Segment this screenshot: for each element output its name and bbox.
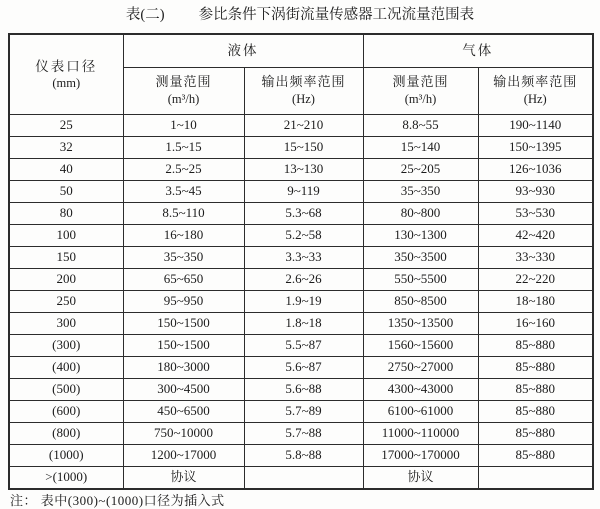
header-liquid-range-label: 测量范围 xyxy=(155,74,212,90)
value-cell xyxy=(478,467,593,490)
value-cell: 5.7~88 xyxy=(244,423,363,445)
flow-range-table xyxy=(8,33,594,490)
diameter-cell: 80 xyxy=(9,203,123,225)
header-gas-range-label: 测量范围 xyxy=(392,74,449,90)
header-diameter xyxy=(9,34,123,115)
diameter-cell: (800) xyxy=(9,423,123,445)
value-cell: 16~160 xyxy=(478,313,593,335)
value-cell: 21~210 xyxy=(244,115,363,137)
value-cell: 550~5500 xyxy=(363,269,478,291)
value-cell: 33~330 xyxy=(478,247,593,269)
value-cell: 5.8~88 xyxy=(244,445,363,467)
table-row xyxy=(9,159,593,181)
table-body xyxy=(9,115,593,490)
value-cell: 85~880 xyxy=(478,401,593,423)
value-cell: 150~1395 xyxy=(478,137,593,159)
value-cell: 450~6500 xyxy=(123,401,244,423)
value-cell: 130~1300 xyxy=(363,225,478,247)
table-row xyxy=(9,115,593,137)
value-cell: 5.6~87 xyxy=(244,357,363,379)
value-cell: 13~130 xyxy=(244,159,363,181)
header-gas-range-unit: (m³/h) xyxy=(404,92,437,107)
table-row xyxy=(9,291,593,313)
diameter-cell: >(1000) xyxy=(9,467,123,490)
value-cell: 53~530 xyxy=(478,203,593,225)
header-liquid-freq-label: 输出频率范围 xyxy=(261,74,346,90)
table-row xyxy=(9,269,593,291)
value-cell: 95~950 xyxy=(123,291,244,313)
value-cell: 5.7~89 xyxy=(244,401,363,423)
value-cell: 25~205 xyxy=(363,159,478,181)
value-cell: 300~4500 xyxy=(123,379,244,401)
value-cell: 5.3~68 xyxy=(244,203,363,225)
value-cell: 协议 xyxy=(123,467,244,490)
diameter-cell: (600) xyxy=(9,401,123,423)
footnote: 注： 表中(300)~(1000)口径为插入式 xyxy=(10,493,225,508)
diameter-cell: 100 xyxy=(9,225,123,247)
value-cell: 42~420 xyxy=(478,225,593,247)
header-gas-freq xyxy=(478,68,593,115)
value-cell: 15~150 xyxy=(244,137,363,159)
value-cell: 1200~17000 xyxy=(123,445,244,467)
value-cell: 8.8~55 xyxy=(363,115,478,137)
value-cell: 85~880 xyxy=(478,423,593,445)
value-cell: 65~650 xyxy=(123,269,244,291)
table-row xyxy=(9,467,593,490)
header-group-row xyxy=(9,34,593,68)
value-cell: 1350~13500 xyxy=(363,313,478,335)
diameter-cell: (400) xyxy=(9,357,123,379)
header-liquid-range-unit: (m³/h) xyxy=(167,92,200,107)
table-row xyxy=(9,401,593,423)
header-liquid-freq xyxy=(244,68,363,115)
value-cell: 5.5~87 xyxy=(244,335,363,357)
diameter-cell: 150 xyxy=(9,247,123,269)
value-cell: 5.6~88 xyxy=(244,379,363,401)
value-cell: 85~880 xyxy=(478,357,593,379)
value-cell: 1.8~18 xyxy=(244,313,363,335)
table-row xyxy=(9,357,593,379)
value-cell: 850~8500 xyxy=(363,291,478,313)
value-cell: 17000~170000 xyxy=(363,445,478,467)
value-cell: 350~3500 xyxy=(363,247,478,269)
value-cell: 80~800 xyxy=(363,203,478,225)
header-gas-range xyxy=(363,68,478,115)
value-cell: 1.5~15 xyxy=(123,137,244,159)
value-cell: 180~3000 xyxy=(123,357,244,379)
table-row xyxy=(9,423,593,445)
value-cell: 750~10000 xyxy=(123,423,244,445)
header-gas-freq-unit: (Hz) xyxy=(523,92,547,107)
value-cell: 1560~15600 xyxy=(363,335,478,357)
header-liquid-group: 液体 xyxy=(123,34,363,68)
header-diameter-label: 仪表口径 xyxy=(35,58,98,74)
header-diameter-unit: (mm) xyxy=(52,76,81,91)
diameter-cell: 32 xyxy=(9,137,123,159)
table-header xyxy=(9,34,593,115)
value-cell: 150~1500 xyxy=(123,313,244,335)
value-cell: 93~930 xyxy=(478,181,593,203)
table-title xyxy=(0,3,600,24)
value-cell: 1~10 xyxy=(123,115,244,137)
diameter-cell: 40 xyxy=(9,159,123,181)
value-cell: 126~1036 xyxy=(478,159,593,181)
value-cell: 协议 xyxy=(363,467,478,490)
header-gas-group: 气体 xyxy=(363,34,593,68)
value-cell: 85~880 xyxy=(478,445,593,467)
header-liquid-range xyxy=(123,68,244,115)
diameter-cell: 200 xyxy=(9,269,123,291)
value-cell: 9~119 xyxy=(244,181,363,203)
table-row xyxy=(9,203,593,225)
diameter-cell: 25 xyxy=(9,115,123,137)
value-cell: 8.5~110 xyxy=(123,203,244,225)
diameter-cell: (1000) xyxy=(9,445,123,467)
value-cell: 6100~61000 xyxy=(363,401,478,423)
diameter-cell: 300 xyxy=(9,313,123,335)
table-row xyxy=(9,445,593,467)
value-cell: 18~180 xyxy=(478,291,593,313)
value-cell: 35~350 xyxy=(123,247,244,269)
value-cell: 85~880 xyxy=(478,335,593,357)
value-cell: 2750~27000 xyxy=(363,357,478,379)
table-title-main: 参比条件下涡街流量传感器工况流量范围表 xyxy=(198,7,475,23)
table-row xyxy=(9,379,593,401)
value-cell: 5.2~58 xyxy=(244,225,363,247)
value-cell: 22~220 xyxy=(478,269,593,291)
table-row xyxy=(9,313,593,335)
table-row xyxy=(9,225,593,247)
value-cell: 190~1140 xyxy=(478,115,593,137)
value-cell: 2.6~26 xyxy=(244,269,363,291)
value-cell: 2.5~25 xyxy=(123,159,244,181)
value-cell: 150~1500 xyxy=(123,335,244,357)
table-row xyxy=(9,247,593,269)
header-gas-freq-label: 输出频率范围 xyxy=(493,74,578,90)
table-row xyxy=(9,181,593,203)
value-cell: 3.5~45 xyxy=(123,181,244,203)
diameter-cell: (300) xyxy=(9,335,123,357)
diameter-cell: 250 xyxy=(9,291,123,313)
diameter-cell: 50 xyxy=(9,181,123,203)
table-row xyxy=(9,335,593,357)
diameter-cell: (500) xyxy=(9,379,123,401)
value-cell: 1.9~19 xyxy=(244,291,363,313)
value-cell: 85~880 xyxy=(478,379,593,401)
value-cell: 3.3~33 xyxy=(244,247,363,269)
value-cell: 11000~110000 xyxy=(363,423,478,445)
value-cell: 4300~43000 xyxy=(363,379,478,401)
value-cell xyxy=(244,467,363,490)
table-title-prefix: 表(二) xyxy=(125,7,165,23)
value-cell: 15~140 xyxy=(363,137,478,159)
value-cell: 16~180 xyxy=(123,225,244,247)
value-cell: 35~350 xyxy=(363,181,478,203)
header-liquid-freq-unit: (Hz) xyxy=(292,92,315,107)
table-row xyxy=(9,137,593,159)
